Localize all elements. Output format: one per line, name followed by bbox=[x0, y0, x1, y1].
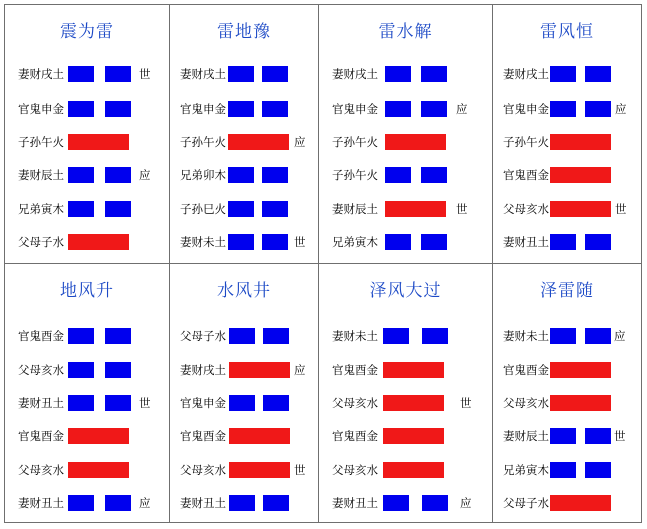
position-mark: 应 bbox=[456, 102, 468, 116]
hexagram-line bbox=[5, 492, 169, 514]
position-mark: 世 bbox=[615, 202, 627, 216]
hexagram-line bbox=[170, 198, 318, 220]
yin-line-segment bbox=[105, 495, 131, 511]
yin-line-segment bbox=[105, 395, 131, 411]
yin-line-segment bbox=[385, 66, 411, 82]
hexagram-cell bbox=[170, 5, 318, 263]
position-mark: 应 bbox=[294, 135, 306, 149]
line-label: 官鬼申金 bbox=[332, 102, 378, 116]
line-label: 子孙午火 bbox=[503, 135, 549, 149]
hexagram-line bbox=[5, 425, 169, 447]
yang-line-bar bbox=[550, 201, 611, 217]
yin-line-segment bbox=[68, 101, 94, 117]
yin-line-segment bbox=[263, 395, 289, 411]
line-label: 父母亥水 bbox=[18, 363, 64, 377]
yin-line-segment bbox=[383, 328, 409, 344]
hexagram-title: 泽风大过 bbox=[369, 281, 442, 301]
yang-line-bar bbox=[550, 395, 611, 411]
line-label: 父母亥水 bbox=[503, 396, 549, 410]
yin-line-segment bbox=[68, 201, 94, 217]
yang-line-bar bbox=[550, 167, 611, 183]
position-mark: 世 bbox=[294, 463, 306, 477]
line-label: 官鬼酉金 bbox=[332, 429, 378, 443]
hexagram-title: 雷地豫 bbox=[217, 22, 271, 42]
yin-line-segment bbox=[105, 167, 131, 183]
yin-line-segment bbox=[229, 495, 255, 511]
yin-line-segment bbox=[228, 66, 254, 82]
yin-line-segment bbox=[262, 201, 288, 217]
yin-line-segment bbox=[262, 66, 288, 82]
hexagram-title: 水风井 bbox=[217, 281, 271, 301]
yin-line-segment bbox=[550, 234, 576, 250]
yang-line-bar bbox=[228, 134, 289, 150]
line-label: 父母亥水 bbox=[18, 463, 64, 477]
line-label: 妻财未土 bbox=[180, 235, 226, 249]
hexagram-line bbox=[319, 425, 492, 447]
line-label: 妻财丑土 bbox=[180, 496, 226, 510]
yin-line-segment bbox=[68, 362, 94, 378]
yang-line-bar bbox=[229, 462, 290, 478]
hexagram-line bbox=[493, 392, 641, 414]
hexagram-line bbox=[170, 131, 318, 153]
yin-line-segment bbox=[105, 66, 131, 82]
yang-line-bar bbox=[68, 134, 129, 150]
line-label: 妻财丑土 bbox=[332, 496, 378, 510]
yin-line-segment bbox=[68, 495, 94, 511]
yin-line-segment bbox=[263, 495, 289, 511]
yang-line-bar bbox=[229, 362, 290, 378]
hexagram-line bbox=[170, 325, 318, 347]
yang-line-bar bbox=[383, 395, 444, 411]
line-label: 子孙巳火 bbox=[180, 202, 226, 216]
yin-line-segment bbox=[585, 328, 611, 344]
line-label: 官鬼申金 bbox=[180, 396, 226, 410]
line-label: 官鬼申金 bbox=[18, 102, 64, 116]
yang-line-bar bbox=[550, 362, 611, 378]
line-label: 官鬼酉金 bbox=[503, 168, 549, 182]
yin-line-segment bbox=[385, 234, 411, 250]
line-label: 妻财辰土 bbox=[332, 202, 378, 216]
line-label: 官鬼申金 bbox=[503, 102, 549, 116]
hexagram-title: 雷风恒 bbox=[540, 22, 594, 42]
yin-line-segment bbox=[228, 167, 254, 183]
hexagram-line bbox=[319, 392, 492, 414]
yin-line-segment bbox=[421, 167, 447, 183]
position-mark: 应 bbox=[139, 496, 151, 510]
hexagram-line bbox=[170, 425, 318, 447]
line-label: 妻财丑土 bbox=[18, 496, 64, 510]
hexagram-line bbox=[493, 231, 641, 253]
hexagram-line bbox=[170, 164, 318, 186]
hexagram-line bbox=[493, 164, 641, 186]
yin-line-segment bbox=[585, 428, 611, 444]
hexagram-cell bbox=[319, 264, 492, 522]
yang-line-bar bbox=[550, 495, 611, 511]
position-mark: 世 bbox=[139, 67, 151, 81]
yin-line-segment bbox=[421, 101, 447, 117]
yang-line-bar bbox=[68, 462, 129, 478]
line-label: 妻财辰土 bbox=[503, 429, 549, 443]
hexagram-line bbox=[170, 459, 318, 481]
yang-line-bar bbox=[383, 362, 444, 378]
yin-line-segment bbox=[550, 66, 576, 82]
yin-line-segment bbox=[385, 101, 411, 117]
hexagram-title: 震为雷 bbox=[60, 22, 114, 42]
hexagram-line bbox=[319, 198, 492, 220]
line-label: 官鬼酉金 bbox=[18, 329, 64, 343]
hexagram-cell bbox=[170, 264, 318, 522]
position-mark: 应 bbox=[614, 329, 626, 343]
yin-line-segment bbox=[262, 101, 288, 117]
hexagram-line bbox=[319, 231, 492, 253]
yin-line-segment bbox=[228, 201, 254, 217]
yin-line-segment bbox=[262, 234, 288, 250]
line-label: 兄弟卯木 bbox=[180, 168, 226, 182]
position-mark: 应 bbox=[139, 168, 151, 182]
line-label: 父母子水 bbox=[18, 235, 64, 249]
hexagram-line bbox=[5, 164, 169, 186]
yin-line-segment bbox=[68, 167, 94, 183]
line-label: 妻财丑土 bbox=[503, 235, 549, 249]
line-label: 子孙午火 bbox=[332, 168, 378, 182]
yin-line-segment bbox=[68, 66, 94, 82]
yin-line-segment bbox=[105, 101, 131, 117]
position-mark: 应 bbox=[460, 496, 472, 510]
line-label: 子孙午火 bbox=[180, 135, 226, 149]
yin-line-segment bbox=[421, 234, 447, 250]
line-label: 父母子水 bbox=[503, 496, 549, 510]
hexagram-line bbox=[170, 231, 318, 253]
hexagram-line bbox=[170, 392, 318, 414]
hexagram-line bbox=[319, 325, 492, 347]
hexagram-line bbox=[493, 98, 641, 120]
hexagram-line bbox=[493, 359, 641, 381]
yang-line-bar bbox=[383, 462, 444, 478]
hexagram-line bbox=[5, 198, 169, 220]
yin-line-segment bbox=[585, 462, 611, 478]
hexagram-line bbox=[170, 98, 318, 120]
position-mark: 应 bbox=[615, 102, 627, 116]
hexagram-title: 泽雷随 bbox=[540, 281, 594, 301]
line-label: 父母子水 bbox=[180, 329, 226, 343]
yang-line-bar bbox=[68, 234, 129, 250]
line-label: 子孙午火 bbox=[18, 135, 64, 149]
line-label: 父母亥水 bbox=[332, 396, 378, 410]
yin-line-segment bbox=[105, 201, 131, 217]
line-label: 官鬼酉金 bbox=[180, 429, 226, 443]
hexagram-line bbox=[493, 325, 641, 347]
line-label: 父母亥水 bbox=[332, 463, 378, 477]
hexagram-cell bbox=[493, 5, 641, 263]
hexagram-line bbox=[5, 231, 169, 253]
yin-line-segment bbox=[105, 328, 131, 344]
hexagram-line bbox=[319, 492, 492, 514]
yin-line-segment bbox=[422, 328, 448, 344]
yin-line-segment bbox=[229, 328, 255, 344]
line-label: 兄弟寅木 bbox=[503, 463, 549, 477]
hexagram-line bbox=[5, 325, 169, 347]
yin-line-segment bbox=[550, 428, 576, 444]
position-mark: 世 bbox=[294, 235, 306, 249]
yin-line-segment bbox=[68, 395, 94, 411]
yin-line-segment bbox=[550, 101, 576, 117]
position-mark: 应 bbox=[294, 363, 306, 377]
yin-line-segment bbox=[228, 234, 254, 250]
yin-line-segment bbox=[105, 362, 131, 378]
hexagram-line bbox=[493, 459, 641, 481]
position-mark: 世 bbox=[456, 202, 468, 216]
line-label: 妻财丑土 bbox=[18, 396, 64, 410]
position-mark: 世 bbox=[139, 396, 151, 410]
hexagram-line bbox=[5, 392, 169, 414]
line-label: 妻财未土 bbox=[332, 329, 378, 343]
yin-line-segment bbox=[585, 101, 611, 117]
yin-line-segment bbox=[421, 66, 447, 82]
hexagram-line bbox=[5, 131, 169, 153]
line-label: 妻财戌土 bbox=[18, 67, 64, 81]
hexagram-title: 地风升 bbox=[60, 281, 114, 301]
line-label: 官鬼酉金 bbox=[503, 363, 549, 377]
hexagram-line bbox=[5, 359, 169, 381]
hexagram-line bbox=[5, 459, 169, 481]
line-label: 父母亥水 bbox=[180, 463, 226, 477]
yin-line-segment bbox=[68, 328, 94, 344]
line-label: 兄弟寅木 bbox=[18, 202, 64, 216]
hexagram-line bbox=[5, 98, 169, 120]
hexagram-line bbox=[319, 63, 492, 85]
yang-line-bar bbox=[385, 201, 446, 217]
yin-line-segment bbox=[262, 167, 288, 183]
hexagram-line bbox=[170, 492, 318, 514]
hexagram-line bbox=[170, 359, 318, 381]
hexagram-line bbox=[493, 131, 641, 153]
yin-line-segment bbox=[585, 66, 611, 82]
line-label: 妻财未土 bbox=[503, 329, 549, 343]
yin-line-segment bbox=[385, 167, 411, 183]
line-label: 妻财戌土 bbox=[332, 67, 378, 81]
hexagram-cell bbox=[5, 264, 169, 522]
yin-line-segment bbox=[228, 101, 254, 117]
line-label: 父母亥水 bbox=[503, 202, 549, 216]
yin-line-segment bbox=[383, 495, 409, 511]
hexagram-line bbox=[319, 98, 492, 120]
line-label: 妻财戌土 bbox=[503, 67, 549, 81]
yin-line-segment bbox=[263, 328, 289, 344]
yin-line-segment bbox=[585, 234, 611, 250]
hexagram-grid bbox=[4, 4, 642, 523]
hexagram-line bbox=[170, 63, 318, 85]
hexagram-line bbox=[319, 359, 492, 381]
yang-line-bar bbox=[383, 428, 444, 444]
line-label: 兄弟寅木 bbox=[332, 235, 378, 249]
hexagram-line bbox=[319, 131, 492, 153]
line-label: 官鬼酉金 bbox=[18, 429, 64, 443]
hexagram-line bbox=[493, 425, 641, 447]
line-label: 妻财辰土 bbox=[18, 168, 64, 182]
hexagram-title: 雷水解 bbox=[378, 22, 433, 42]
line-label: 妻财戌土 bbox=[180, 363, 226, 377]
hexagram-line bbox=[319, 459, 492, 481]
yin-line-segment bbox=[229, 395, 255, 411]
hexagram-cell bbox=[319, 5, 492, 263]
line-label: 官鬼申金 bbox=[180, 102, 226, 116]
hexagram-line bbox=[319, 164, 492, 186]
yin-line-segment bbox=[422, 495, 448, 511]
position-mark: 世 bbox=[614, 429, 626, 443]
line-label: 官鬼酉金 bbox=[332, 363, 378, 377]
hexagram-line bbox=[493, 198, 641, 220]
yin-line-segment bbox=[550, 328, 576, 344]
hexagram-line bbox=[493, 492, 641, 514]
yang-line-bar bbox=[385, 134, 446, 150]
line-label: 子孙午火 bbox=[332, 135, 378, 149]
hexagram-line bbox=[493, 63, 641, 85]
yang-line-bar bbox=[68, 428, 129, 444]
hexagram-cell bbox=[5, 5, 169, 263]
hexagram-cell bbox=[493, 264, 641, 522]
hexagram-line bbox=[5, 63, 169, 85]
yang-line-bar bbox=[550, 134, 611, 150]
line-label: 妻财戌土 bbox=[180, 67, 226, 81]
yin-line-segment bbox=[550, 462, 576, 478]
yang-line-bar bbox=[229, 428, 290, 444]
position-mark: 世 bbox=[460, 396, 472, 410]
